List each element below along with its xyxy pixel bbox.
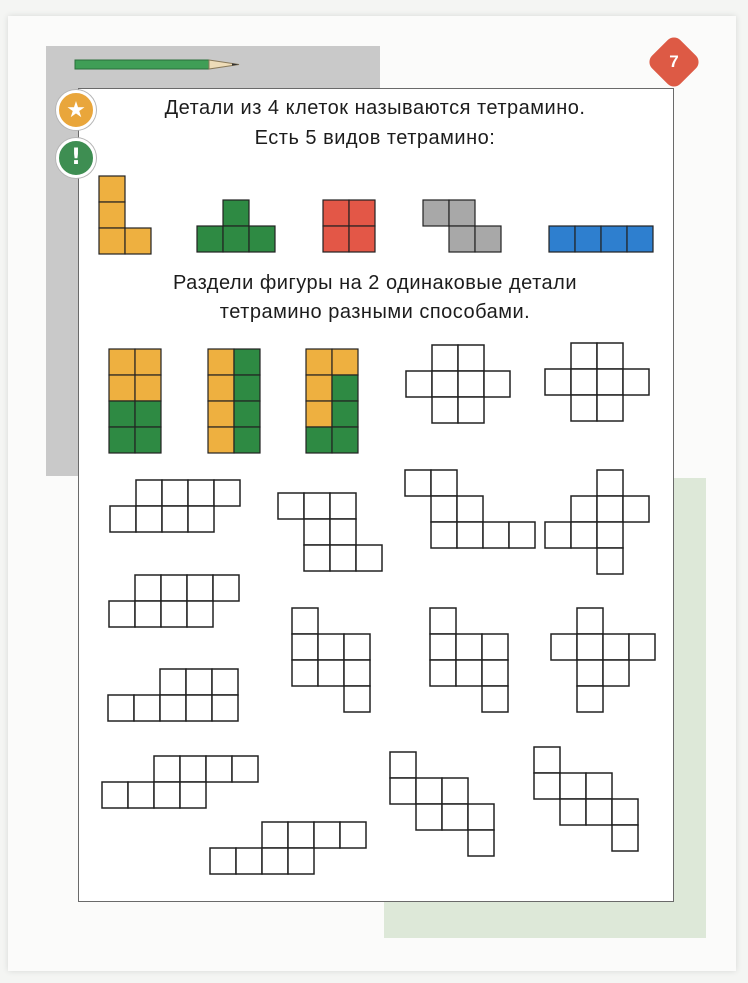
grid-cell bbox=[430, 660, 456, 686]
grid-cell bbox=[330, 545, 356, 571]
grid-cell bbox=[432, 397, 458, 423]
grid-cell bbox=[442, 778, 468, 804]
grid-cell bbox=[344, 634, 370, 660]
grid-cell bbox=[534, 747, 560, 773]
grid-cell bbox=[468, 830, 494, 856]
grid-cell bbox=[601, 226, 627, 252]
grid-cell bbox=[483, 522, 509, 548]
grid-cell bbox=[577, 634, 603, 660]
grid-cell bbox=[214, 480, 240, 506]
grid-cell bbox=[136, 506, 162, 532]
grid-cell bbox=[234, 349, 260, 375]
puzzle-figure bbox=[405, 470, 535, 548]
grid-cell bbox=[560, 773, 586, 799]
grid-cell bbox=[292, 660, 318, 686]
grid-cell bbox=[431, 470, 457, 496]
grid-cell bbox=[186, 669, 212, 695]
grid-cell bbox=[577, 686, 603, 712]
grid-cell bbox=[109, 401, 135, 427]
grid-cell bbox=[356, 545, 382, 571]
grid-cell bbox=[482, 686, 508, 712]
grid-cell bbox=[288, 822, 314, 848]
puzzle-figure bbox=[406, 345, 510, 423]
grid-cell bbox=[577, 660, 603, 686]
puzzle-figure bbox=[390, 752, 494, 856]
grid-cell bbox=[197, 226, 223, 252]
tetromino-i bbox=[549, 226, 653, 252]
grid-cell bbox=[623, 496, 649, 522]
grid-cell bbox=[180, 756, 206, 782]
info-text-line-1: Детали из 4 клеток называются тетрамино. bbox=[164, 97, 586, 119]
grid-cell bbox=[99, 176, 125, 202]
grid-cell bbox=[560, 799, 586, 825]
grid-cell bbox=[457, 496, 483, 522]
grid-cell bbox=[210, 848, 236, 874]
puzzle-figure bbox=[278, 493, 382, 571]
task-text-line-1: Раздели фигуры на 2 одинаковые детали bbox=[173, 272, 577, 294]
grid-cell bbox=[449, 226, 475, 252]
grid-cell bbox=[314, 822, 340, 848]
grid-cell bbox=[597, 470, 623, 496]
grid-cell bbox=[278, 493, 304, 519]
grid-cell bbox=[109, 349, 135, 375]
grid-cell bbox=[534, 773, 560, 799]
puzzle-figure bbox=[210, 822, 366, 874]
grid-cell bbox=[430, 634, 456, 660]
grid-cell bbox=[102, 782, 128, 808]
grid-cell bbox=[323, 226, 349, 252]
grid-cell bbox=[187, 601, 213, 627]
grid-cell bbox=[306, 349, 332, 375]
grid-cell bbox=[180, 782, 206, 808]
grid-cell bbox=[223, 226, 249, 252]
task-text-line-2: тетрамино разными способами. bbox=[219, 301, 531, 323]
grid-cell bbox=[603, 634, 629, 660]
puzzle-figure bbox=[292, 608, 370, 712]
puzzle-figure bbox=[545, 470, 649, 574]
grid-cell bbox=[206, 756, 232, 782]
grid-cell bbox=[223, 200, 249, 226]
grid-cell bbox=[456, 634, 482, 660]
grid-cell bbox=[571, 395, 597, 421]
grid-cell bbox=[99, 228, 125, 254]
grid-cell bbox=[458, 397, 484, 423]
grid-cell bbox=[344, 660, 370, 686]
puzzle-figure bbox=[110, 480, 240, 532]
puzzle-figure bbox=[545, 343, 649, 421]
grid-cell bbox=[449, 200, 475, 226]
grid-cell bbox=[349, 200, 375, 226]
grid-cell bbox=[390, 778, 416, 804]
grid-cell bbox=[332, 427, 358, 453]
grid-cell bbox=[545, 522, 571, 548]
puzzle-figure bbox=[109, 575, 239, 627]
grid-cell bbox=[571, 496, 597, 522]
grid-cell bbox=[162, 480, 188, 506]
grid-cell bbox=[160, 695, 186, 721]
grid-cell bbox=[332, 375, 358, 401]
grid-cell bbox=[110, 506, 136, 532]
grid-cell bbox=[432, 371, 458, 397]
grid-cell bbox=[318, 634, 344, 660]
grid-cell bbox=[332, 349, 358, 375]
grid-cell bbox=[390, 752, 416, 778]
grid-cell bbox=[468, 804, 494, 830]
tetromino-t bbox=[197, 200, 275, 252]
grid-cell bbox=[344, 686, 370, 712]
puzzle-figure bbox=[108, 669, 238, 721]
grid-cell bbox=[442, 804, 468, 830]
grid-cell bbox=[292, 608, 318, 634]
tetromino-o bbox=[323, 200, 375, 252]
grid-cell bbox=[234, 401, 260, 427]
grid-cell bbox=[162, 506, 188, 532]
grid-cell bbox=[288, 848, 314, 874]
grid-cell bbox=[612, 799, 638, 825]
grid-cell bbox=[154, 756, 180, 782]
grid-cell bbox=[135, 575, 161, 601]
grid-cell bbox=[109, 375, 135, 401]
grid-cell bbox=[458, 371, 484, 397]
puzzle-figure bbox=[430, 608, 508, 712]
grid-cell bbox=[597, 548, 623, 574]
grid-cell bbox=[306, 427, 332, 453]
grid-cell bbox=[135, 401, 161, 427]
grid-cell bbox=[323, 200, 349, 226]
grid-cell bbox=[154, 782, 180, 808]
grid-cell bbox=[586, 773, 612, 799]
grid-cell bbox=[458, 345, 484, 371]
grid-cell bbox=[187, 575, 213, 601]
grid-cell bbox=[135, 375, 161, 401]
grid-cell bbox=[161, 601, 187, 627]
grid-cell bbox=[475, 226, 501, 252]
grid-cell bbox=[330, 519, 356, 545]
grid-cell bbox=[597, 496, 623, 522]
grid-cell bbox=[249, 226, 275, 252]
grid-cell bbox=[482, 634, 508, 660]
page-number: 7 bbox=[669, 52, 679, 71]
grid-cell bbox=[135, 427, 161, 453]
grid-cell bbox=[304, 519, 330, 545]
example-solution bbox=[109, 349, 161, 453]
grid-cell bbox=[332, 401, 358, 427]
grid-cell bbox=[571, 369, 597, 395]
grid-cell bbox=[234, 427, 260, 453]
grid-cell bbox=[340, 822, 366, 848]
puzzle-figure bbox=[102, 756, 258, 808]
grid-cell bbox=[135, 601, 161, 627]
grid-cell bbox=[304, 493, 330, 519]
grid-cell bbox=[306, 375, 332, 401]
grid-cell bbox=[432, 345, 458, 371]
grid-cell bbox=[208, 427, 234, 453]
exclamation-icon: ! bbox=[56, 138, 96, 178]
grid-cell bbox=[430, 608, 456, 634]
grid-cell bbox=[571, 522, 597, 548]
grid-cell bbox=[509, 522, 535, 548]
puzzle-figure bbox=[534, 747, 638, 851]
grid-cell bbox=[629, 634, 655, 660]
grid-cell bbox=[125, 228, 151, 254]
grid-cell bbox=[208, 349, 234, 375]
grid-cell bbox=[577, 608, 603, 634]
grid-cell bbox=[236, 848, 262, 874]
grid-cell bbox=[262, 848, 288, 874]
star-icon: ★ bbox=[56, 90, 96, 130]
grid-cell bbox=[406, 371, 432, 397]
grid-cell bbox=[109, 427, 135, 453]
grid-cell bbox=[416, 778, 442, 804]
grid-cell bbox=[262, 822, 288, 848]
grid-cell bbox=[318, 660, 344, 686]
grid-cell bbox=[597, 522, 623, 548]
grid-cell bbox=[416, 804, 442, 830]
grid-cell bbox=[304, 545, 330, 571]
grid-cell bbox=[99, 202, 125, 228]
grid-cell bbox=[160, 669, 186, 695]
grid-cell bbox=[405, 470, 431, 496]
grid-cell bbox=[134, 695, 160, 721]
grid-cell bbox=[551, 634, 577, 660]
grid-cell bbox=[597, 343, 623, 369]
grid-cell bbox=[627, 226, 653, 252]
grid-cell bbox=[586, 799, 612, 825]
example-solution bbox=[208, 349, 260, 453]
grid-cell bbox=[108, 695, 134, 721]
grid-cell bbox=[135, 349, 161, 375]
grid-cell bbox=[306, 401, 332, 427]
grid-cell bbox=[128, 782, 154, 808]
grid-cell bbox=[423, 200, 449, 226]
grid-cell bbox=[612, 825, 638, 851]
grid-cell bbox=[212, 669, 238, 695]
grid-cell bbox=[349, 226, 375, 252]
grid-cell bbox=[161, 575, 187, 601]
grid-cell bbox=[603, 660, 629, 686]
grid-cell bbox=[623, 369, 649, 395]
grid-cell bbox=[234, 375, 260, 401]
tetromino-z bbox=[423, 200, 501, 252]
grid-cell bbox=[484, 371, 510, 397]
info-text-line-2: Есть 5 видов тетрамино: bbox=[254, 127, 496, 149]
grid-cell bbox=[571, 343, 597, 369]
grid-cell bbox=[482, 660, 508, 686]
grid-cell bbox=[431, 522, 457, 548]
grid-cell bbox=[456, 660, 482, 686]
grid-cell bbox=[186, 695, 212, 721]
grid-cell bbox=[457, 522, 483, 548]
grid-cell bbox=[232, 756, 258, 782]
example-solution bbox=[306, 349, 358, 453]
grid-cell bbox=[292, 634, 318, 660]
grid-cell bbox=[575, 226, 601, 252]
grid-cell bbox=[136, 480, 162, 506]
grid-cell bbox=[431, 496, 457, 522]
grid-cell bbox=[597, 395, 623, 421]
grid-cell bbox=[597, 369, 623, 395]
grid-cell bbox=[545, 369, 571, 395]
grid-cell bbox=[109, 601, 135, 627]
grid-cell bbox=[208, 401, 234, 427]
grid-cell bbox=[212, 695, 238, 721]
grid-cell bbox=[208, 375, 234, 401]
grid-cell bbox=[188, 480, 214, 506]
grid-cell bbox=[188, 506, 214, 532]
puzzle-figure bbox=[551, 608, 655, 712]
tetromino-l bbox=[99, 176, 151, 254]
grid-cell bbox=[330, 493, 356, 519]
grid-cell bbox=[549, 226, 575, 252]
grid-cell bbox=[213, 575, 239, 601]
